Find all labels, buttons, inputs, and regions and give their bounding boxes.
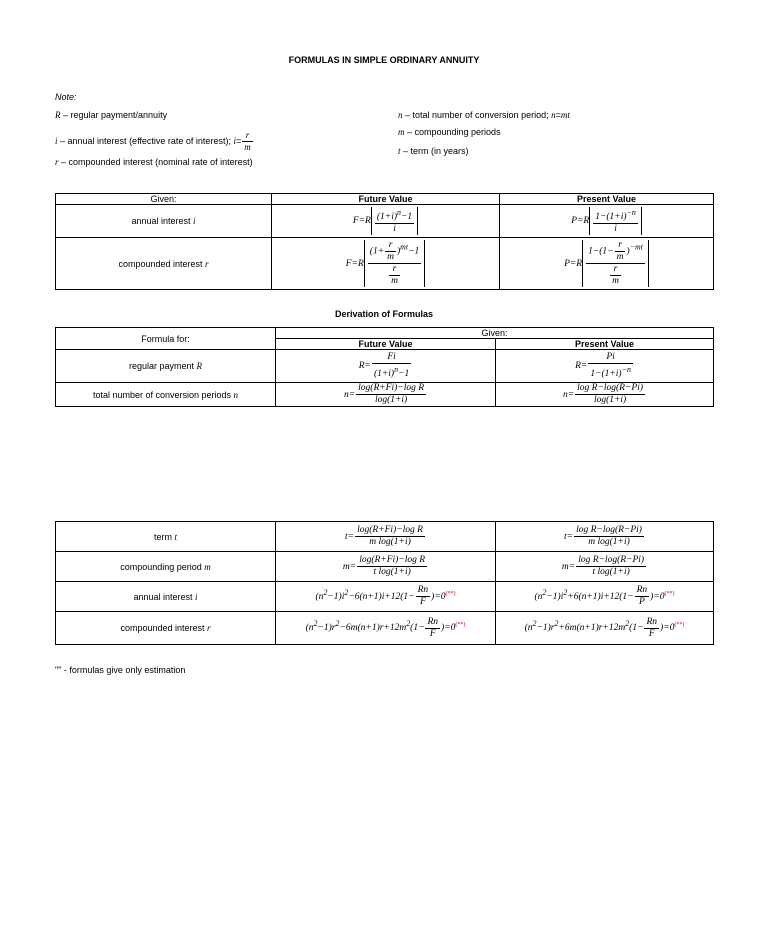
pv-term-formula: t= $\frac{\text{log R−log(R−Pi)}}{\text{m log(1+i)}}$ [496, 522, 714, 552]
pv-annual-formula: P=R $\frac{1-(1+i)^{-n}}{i}$ [500, 205, 714, 238]
note-r: r – compounded interest (nominal rate of interest) [55, 157, 253, 167]
note-t: t – term (in years) [398, 146, 469, 156]
header-present-value: Present Value [496, 339, 714, 350]
fv-payment-formula: R= $\frac{Fi}{(1+i)^n-1}$ [276, 350, 496, 383]
derivation-table-continued [55, 521, 714, 645]
note-i: i – annual interest (effective rate of interest); i= $\frac{r}{m}$ [55, 130, 251, 152]
row-label: compounded interest r [56, 238, 272, 290]
note-n: n – total number of conversion period; n=mt [398, 110, 570, 120]
header-present-value: Present Value [500, 194, 714, 205]
row-label: annual interest i [56, 205, 272, 238]
formulas-table [55, 193, 714, 290]
table-row [56, 205, 714, 238]
table-row [56, 552, 714, 582]
header-future-value: Future Value [276, 339, 496, 350]
table-row [56, 383, 714, 407]
table-row [56, 350, 714, 383]
fv-term-formula: t= $\frac{\text{log(R+Fi)−log R}}{\text{m log(1+i)}}$ [276, 522, 496, 552]
pv-annual-equation: $(n^2-1)i^2+6(n+1)i+12(1-$ $\frac{Rn}{P}$ )=0(**) [496, 582, 714, 612]
fv-periods-formula: n= $\frac{\text{log(R+Fi)−log R}}{\log(1+i)}$ [276, 383, 496, 407]
table-row [56, 522, 714, 552]
row-label: annual interest i [56, 582, 276, 612]
pv-compounded-formula: P=R 1−(1− $\frac{r}{m}$ )$^{-mt}$ $\frac{r}{m}$ [500, 238, 714, 290]
fv-compounded-formula: F=R (1+ $\frac{r}{m}$ )$^{mt}$−1 $\frac{r}{m}$ [272, 238, 500, 290]
pv-compounded-equation: $(n^2-1)r^2+6m(n+1)r+12m^2(1-$ $\frac{Rn}{F}$ )=0(**) [496, 612, 714, 645]
table-row [56, 238, 714, 290]
note-label: Note: [55, 92, 77, 102]
header-given: Given: [276, 328, 714, 339]
row-label: compounded interest r [56, 612, 276, 645]
note-m: m – compounding periods [398, 127, 501, 137]
table-row [56, 612, 714, 645]
derivation-title: Derivation of Formulas [334, 309, 433, 319]
header-formula-for: Formula for: [56, 328, 276, 350]
fv-annual-formula: F=R $\frac{(1+i)^n-1}{i}$ [272, 205, 500, 238]
pv-period-formula: m= $\frac{\text{log R−log(R−Pi)}}{\text{t log(1+i)}}$ [496, 552, 714, 582]
fv-compounded-equation: $(n^2-1)r^2-6m(n+1)r+12m^2(1-$ $\frac{Rn}{F}$ )=0(**) [276, 612, 496, 645]
footnote: "" - formulas give only estimation [55, 665, 186, 675]
row-label: total number of conversion periods n [56, 383, 276, 407]
pv-payment-formula: R= $\frac{Pi}{1-(1+i)^{-n}}$ [496, 350, 714, 383]
page-title: FORMULAS IN SIMPLE ORDINARY ANNUITY [288, 55, 480, 65]
pv-periods-formula: n= $\frac{\text{log R−log(R−Pi)}}{\log(1+i)}$ [496, 383, 714, 407]
row-label: compounding period m [56, 552, 276, 582]
row-label: term t [56, 522, 276, 552]
table-row [56, 582, 714, 612]
derivation-table [55, 327, 714, 407]
fv-period-formula: m= $\frac{\text{log(R+Fi)−log R}}{\text{t log(1+i)}}$ [276, 552, 496, 582]
note-R: R – regular payment/annuity [55, 110, 168, 120]
fv-annual-equation: $(n^2-1)i^2-6(n+1)i+12(1-$ $\frac{Rn}{F}$ )=0(**) [276, 582, 496, 612]
header-given: Given: [56, 194, 272, 205]
header-future-value: Future Value [272, 194, 500, 205]
row-label: regular payment R [56, 350, 276, 383]
